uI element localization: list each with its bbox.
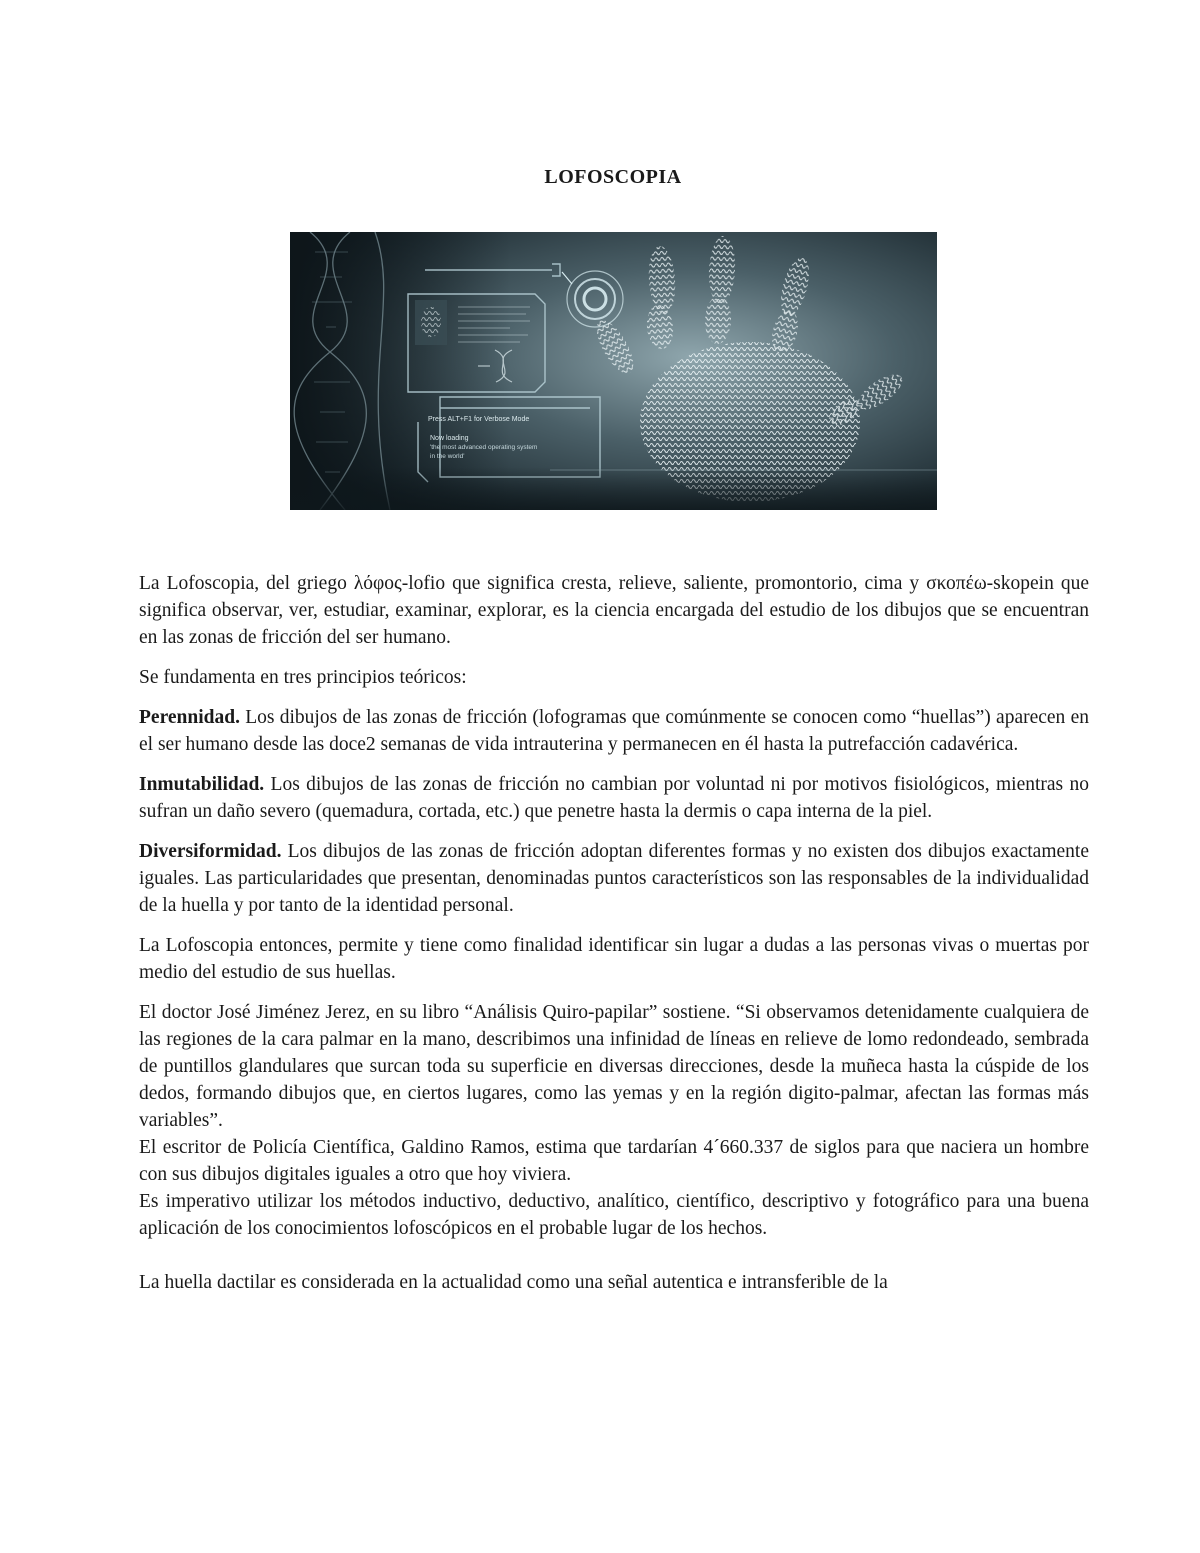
hud-subtext-1: 'the most advanced operating system (430, 444, 538, 451)
term-inmutabilidad: Inmutabilidad. (139, 774, 265, 795)
page-title: LOFOSCOPIA (544, 166, 682, 188)
text-diversiformidad: Los dibujos de las zonas de fricción adoptan diferentes formas y no existen dos dibujos exactamente iguales. Las particularidades que presentan, denominadas puntos característicos son las responsables de la individualidad de la huella y por tanto de la identidad personal. (139, 841, 1089, 916)
hud-caption: Press ALT+F1 for Verbose Mode (428, 416, 530, 423)
paragraph-finalidad: La Lofoscopia entonces, permite y tiene como finalidad identificar sin lugar a dudas a las personas vivas o muertas por medio del estudio de sus huellas. (139, 935, 1089, 983)
document-body (139, 570, 1089, 1309)
paragraph-principles-intro: Se fundamenta en tres principios teóricos: (139, 667, 467, 688)
hud-subtext-2: in the world' (430, 453, 465, 460)
text-perennidad: Los dibujos de las zonas de fricción (lofogramas que comúnmente se conocen como “huellas”) aparecen en el ser humano desde las doce2 semanas de vida intrauterina y permanecen en él hasta la putrefacción cadavérica. (139, 707, 1089, 755)
term-perennidad: Perennidad. (139, 707, 240, 728)
paragraph-huella-dactilar: La huella dactilar es considerada en la actualidad como una señal autentica e intransferible de la (139, 1272, 888, 1293)
text-inmutabilidad: Los dibujos de las zonas de fricción no cambian por voluntad ni por motivos fisiológicos, mientras no sufran un daño severo (quemadura, cortada, etc.) que penetre hasta la dermis o capa interna de la piel. (139, 774, 1089, 822)
hud-heading: Now loading (430, 435, 469, 442)
paragraph-diversiformidad (139, 838, 1089, 919)
paragraph-inmutabilidad (139, 771, 1089, 825)
term-diversiformidad: Diversiformidad. (139, 841, 282, 862)
paragraph-galdino-ramos: El escritor de Policía Científica, Galdino Ramos, estima que tardarían 4´660.337 de siglos para que naciera un hombre con sus dibujos digitales iguales a otro que hoy viviera. (139, 1137, 1089, 1185)
paragraph-perennidad (139, 704, 1089, 758)
handprint-illustration (290, 232, 937, 510)
paragraph-jimenez-quote: El doctor José Jiménez Jerez, en su libro “Análisis Quiro-papilar” sostiene. “Si observamos detenidamente cualquiera de las regiones de la cara palmar en la mano, describimos una infinidad de líneas en relieve de lomo redondeado, sembrada de puntillos glandulares que surcan toda su superficie en diversas direcciones, desde la muñeca hasta la cúspide de los dedos, formando dibujos que, en ciertos lugares, como las yemas y en la región digito-palmar, afectan las formas más variables”. (139, 1002, 1089, 1131)
paragraph-metodos: Es imperativo utilizar los métodos inductivo, deductivo, analítico, científico, descriptivo y fotográfico para una buena aplicación de los conocimientos lofoscópicos en el probable lugar de los hechos. (139, 1191, 1089, 1239)
handprint-image (290, 232, 937, 510)
paragraph-intro: La Lofoscopia, del griego λόφος-lofio que significa cresta, relieve, saliente, promontorio, cima y σκοπέω-skopein que significa observar, ver, estudiar, examinar, explorar, es la ciencia encargada del estudio de los dibujos que se encuentran en las zonas de fricción del ser humano. (139, 573, 1089, 648)
